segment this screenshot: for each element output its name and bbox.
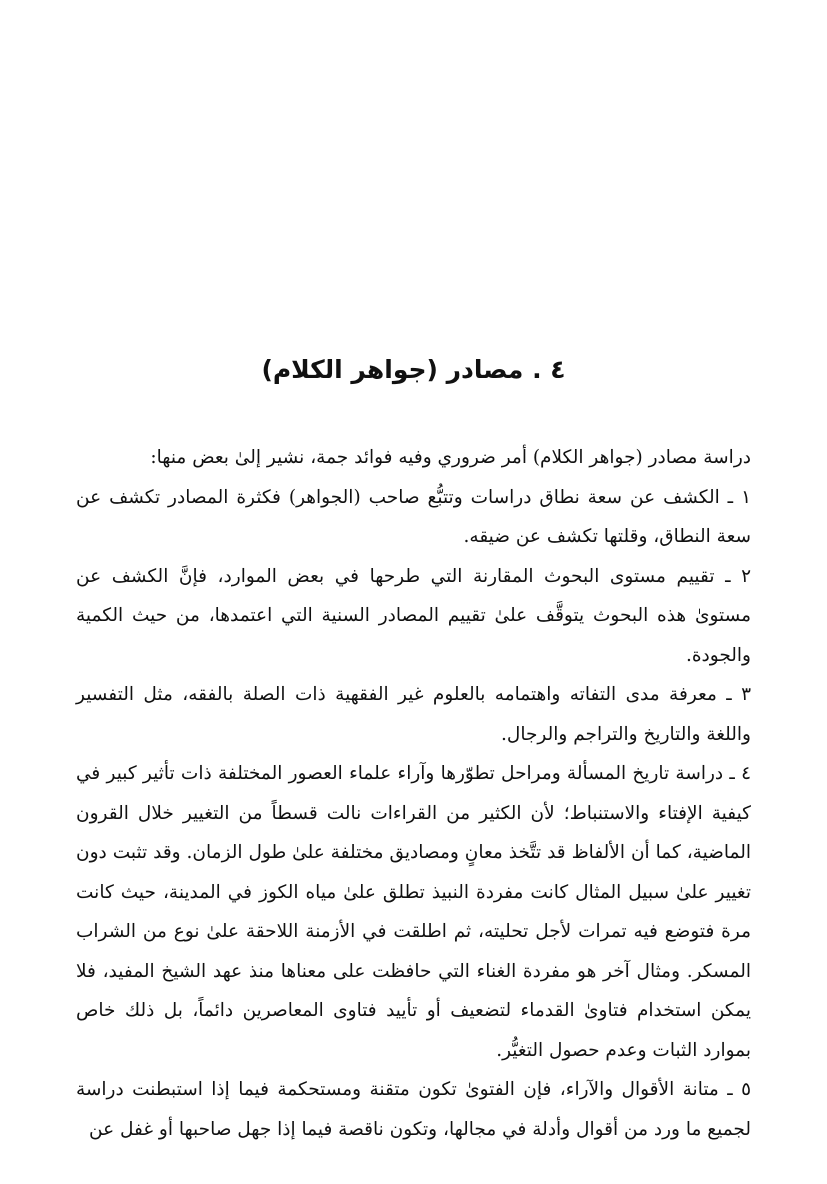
section-heading: ٤ . مصادر (جواهر الكلام)	[261, 355, 566, 384]
body-text	[76, 438, 751, 1149]
point-5-paragraph: ٥ ـ متانة الأقوال والآراء، فإن الفتوىٰ تكون متقنة ومستحكمة فيما إذا استبطنت دراسة لجميع ما ورد من أقوال وأدلة في مجالها، وتكون ناقصة فيما إذا جهل صاحبها أو غفل عن	[76, 1079, 751, 1140]
point-4-paragraph: ٤ ـ دراسة تاريخ المسألة ومراحل تطوّرها وآراء علماء العصور المختلفة ذات تأثير كبير في كيفية الإفتاء والاستنباط؛ لأن الكثير من القراءات نالت قسطاً من التغيير خلال القرون الماضية، كما أن الألفاظ قد تتَّخذ معانٍ ومصاديق مختلفة علىٰ طول الزمان. وقد تثبت دون تغيير علىٰ سبيل المثال كانت مفردة النبيذ تطلق علىٰ مياه الكوز في المدينة، حيث كانت مرة فتوضع فيه تمرات لأجل تحليته، ثم اطلقت في الأزمنة اللاحقة علىٰ نوع من الشراب المسكر. ومثال آخر هو مفردة الغناء التي حافظت على معناها منذ عهد الشيخ المفيد، فلا يمكن استخدام فتاوىٰ القدماء لتضعيف أو تأييد فتاوى المعاصرين دائماً، بل ذلك خاص بموارد الثبات وعدم حصول التغيُّر.	[76, 763, 751, 1061]
point-3-paragraph: ٣ ـ معرفة مدى التفاته واهتمامه بالعلوم غير الفقهية ذات الصلة بالفقه، مثل التفسير واللغة والتاريخ والتراجم والرجال.	[76, 684, 751, 745]
intro-paragraph: دراسة مصادر (جواهر الكلام) أمر ضروري وفيه فوائد جمة، نشير إلىٰ بعض منها:	[150, 447, 751, 468]
point-2-paragraph: ٢ ـ تقييم مستوى البحوث المقارنة التي طرحها في بعض الموارد، فإنَّ الكشف عن مستوىٰ هذه البحوث يتوقَّف علىٰ تقييم المصادر السنية التي اعتمدها، من حيث الكمية والجودة.	[76, 565, 751, 666]
point-1-paragraph: ١ ـ الكشف عن سعة نطاق دراسات وتتبُّع صاحب (الجواهر) فكثرة المصادر تكشف عن سعة النطاق، وقلتها تكشف عن ضيقه.	[76, 486, 751, 547]
